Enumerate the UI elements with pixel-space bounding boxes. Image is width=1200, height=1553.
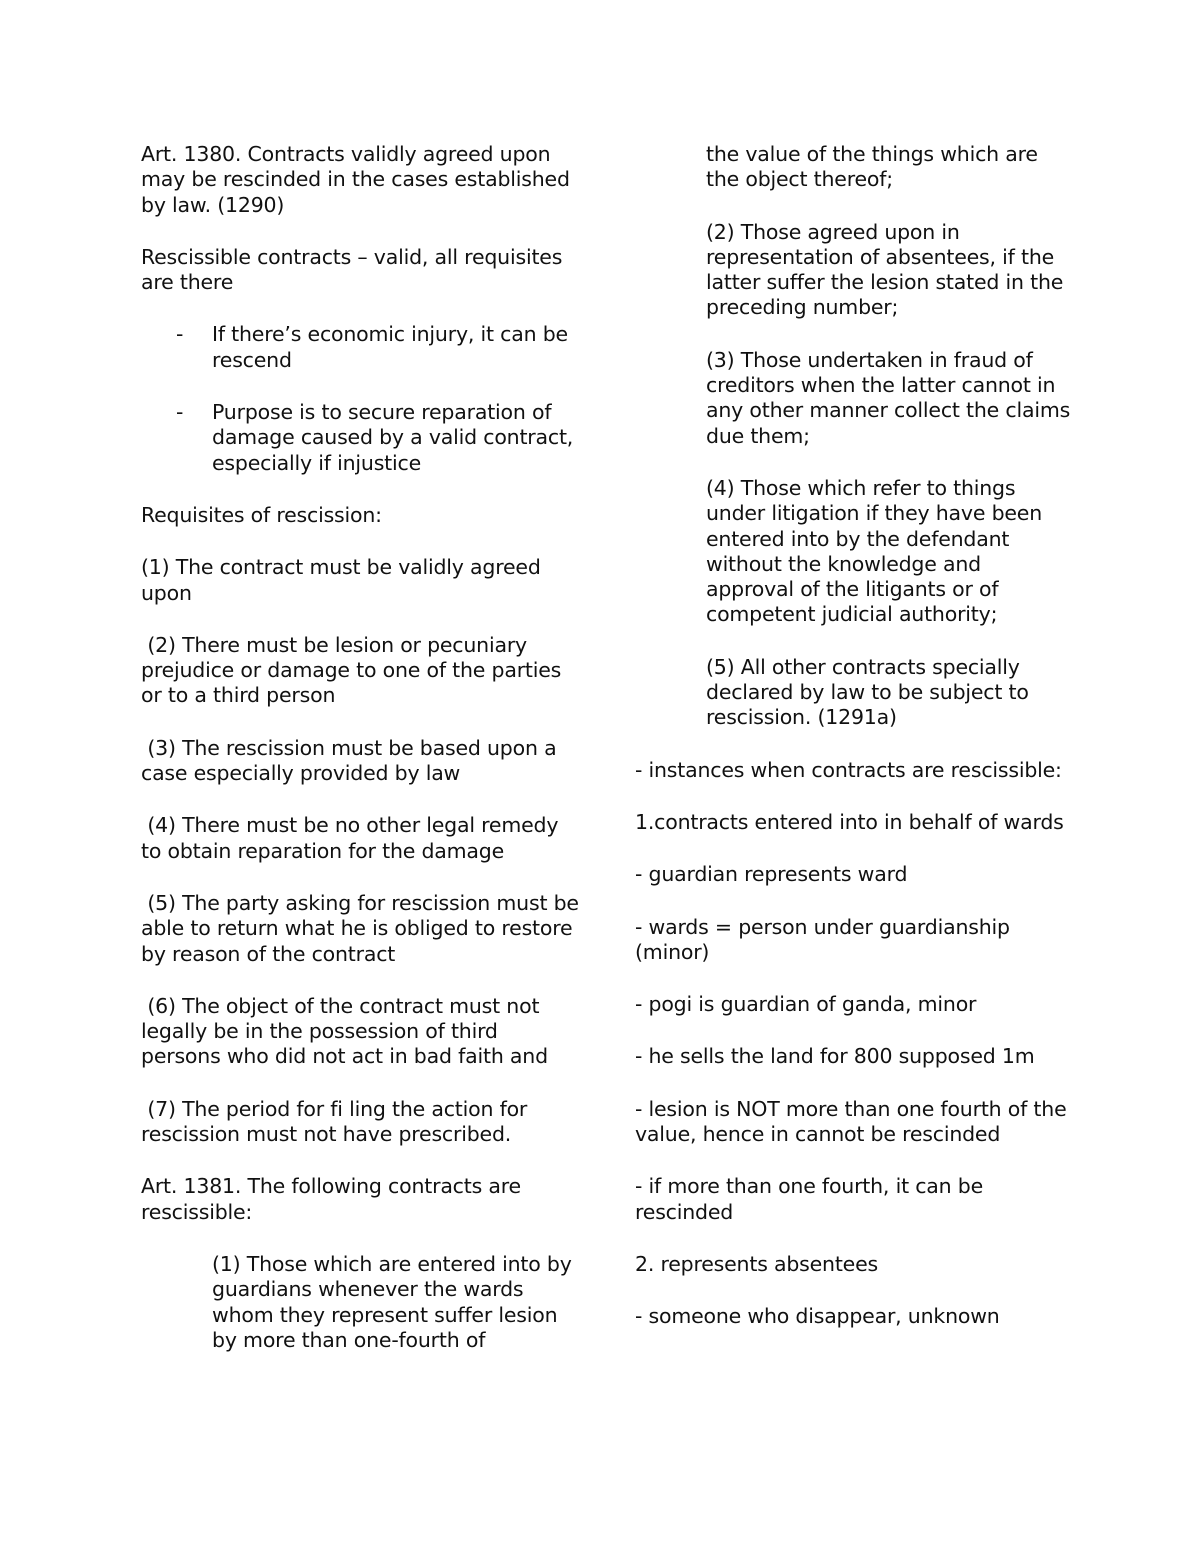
note-instances: - instances when contracts are rescissible: xyxy=(635,757,1062,782)
requisite-4: (4) There must be no other legal remedy to obtain reparation for the damage xyxy=(141,813,565,863)
left-column xyxy=(141,142,586,1353)
bullet-economic-injury xyxy=(176,322,581,373)
article-1381-item-5: (5) All other contracts specially declared by law to be subject to rescission. (1291a) xyxy=(706,654,1029,730)
bullet-dash: - xyxy=(176,400,184,425)
article-1381-item-4: (4) Those which refer to things under litigation if they have been entered into by the defendant without the knowledge and approval of the litigants or of competent judicial authority; xyxy=(706,475,1043,627)
note-wards-definition: - wards = person under guardianship (minor) xyxy=(635,914,1010,964)
requisites-heading: Requisites of rescission: xyxy=(141,502,382,527)
bullet-purpose xyxy=(176,400,581,476)
note-absentee-definition: - someone who disappear, unknown xyxy=(635,1304,1000,1329)
bullet-text: If there’s economic injury, it can be rescend xyxy=(212,322,568,372)
article-1381-item-3: (3) Those undertaken in fraud of creditors when the latter cannot in any other manner collect the claims due them; xyxy=(706,347,1071,448)
bullet-text: Purpose is to secure reparation of damage caused by a valid contract, especially if injustice xyxy=(212,400,574,475)
article-1381: Art. 1381. The following contracts are rescissible: xyxy=(141,1174,521,1224)
requisite-7: (7) The period for fi ling the action for rescission must not have prescribed. xyxy=(141,1096,534,1147)
note-example: - pogi is guardian of ganda, minor xyxy=(635,992,977,1017)
right-column xyxy=(635,142,1075,1330)
rescissible-definition: Rescissible contracts – valid, all requisites are there xyxy=(141,244,563,295)
note-absentees-heading: 2. represents absentees xyxy=(635,1251,878,1276)
requisite-1: (1) The contract must be validly agreed upon xyxy=(141,555,541,605)
note-lesion-more: - if more than one fourth, it can be rescinded xyxy=(635,1174,983,1224)
requisite-5: (5) The party asking for rescission must be able to return what he is obliged to restore by reason of the contract xyxy=(141,890,586,966)
article-1380: Art. 1380. Contracts validly agreed upon may be rescinded in the cases established by law. (1290) xyxy=(141,142,570,217)
article-1381-item-1: (1) Those which are entered into by guardians whenever the wards whom they represent suffer lesion by more than one-fourth of xyxy=(212,1251,572,1352)
requisite-3: (3) The rescission must be based upon a case especially provided by law xyxy=(141,735,563,786)
article-1381-item-2: (2) Those agreed upon in representation of absentees, if the latter suffer the lesion stated in the preceding number; xyxy=(706,219,1064,320)
bullet-dash: - xyxy=(176,322,184,347)
note-sale: - he sells the land for 800 supposed 1m xyxy=(635,1044,1035,1069)
requisite-2: (2) There must be lesion or pecuniary prejudice or damage to one of the parties or to a third person xyxy=(141,632,568,708)
note-lesion-not: - lesion is NOT more than one fourth of the value, hence in cannot be rescinded xyxy=(635,1096,1067,1147)
requisite-6: (6) The object of the contract must not legally be in the possession of third persons who did not act in bad faith and xyxy=(141,993,548,1069)
note-wards-heading: 1.contracts entered into in behalf of wards xyxy=(635,809,1064,834)
article-1381-item-1-continued: the value of the things which are the object thereof; xyxy=(706,142,1038,192)
note-guardian: - guardian represents ward xyxy=(635,862,908,887)
